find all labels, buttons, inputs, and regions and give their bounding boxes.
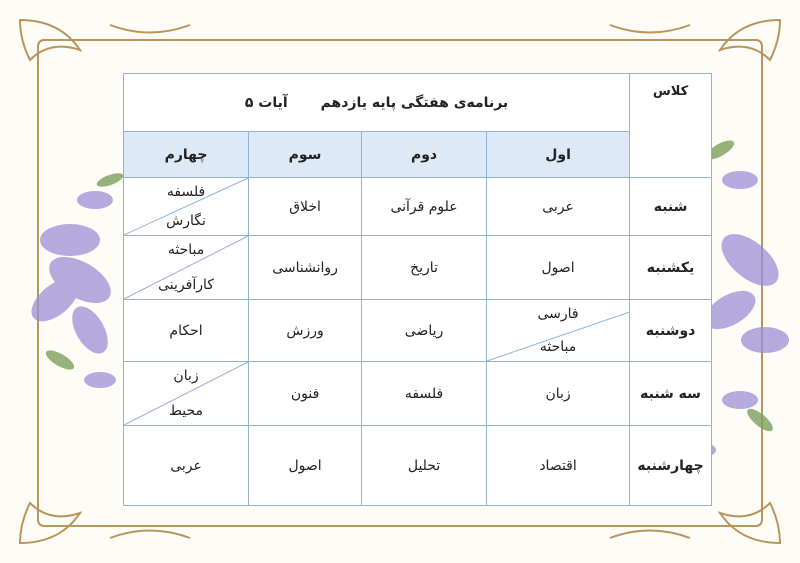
day-label: سه شنبه — [630, 362, 712, 426]
period-header-2: دوم — [362, 132, 487, 178]
schedule-cell: اصول — [487, 236, 630, 300]
schedule-cell: فلسفه — [362, 362, 487, 426]
schedule-cell: عربی — [124, 426, 249, 506]
schedule-cell: روانشناسی — [249, 236, 362, 300]
split-cell-top: فلسفه — [166, 184, 206, 200]
page-title — [124, 74, 630, 132]
table-row — [124, 236, 712, 300]
class-name: آیات ۵ — [244, 94, 288, 111]
weekly-schedule-table — [123, 73, 712, 506]
schedule-cell: اصول — [249, 426, 362, 506]
schedule-cell: عربی — [487, 178, 630, 236]
split-schedule-cell — [487, 300, 630, 362]
schedule-cell: علوم قرآنی — [362, 178, 487, 236]
split-cell-top: زبان — [173, 368, 199, 384]
day-label: چهارشنبه — [630, 426, 712, 506]
schedule-cell: تحلیل — [362, 426, 487, 506]
schedule-cell: زبان — [487, 362, 630, 426]
corner-label: کلاس — [630, 74, 712, 178]
table-row — [124, 178, 712, 236]
period-header-4: چهارم — [124, 132, 249, 178]
split-schedule-cell — [124, 362, 249, 426]
split-cell-top: فارسی — [537, 306, 579, 322]
schedule-cell: ریاضی — [362, 300, 487, 362]
schedule-title: برنامه‌ی هفتگی پایه یازدهم — [320, 94, 509, 111]
schedule-cell: احکام — [124, 300, 249, 362]
day-label: یکشنبه — [630, 236, 712, 300]
split-cell-bottom: نگارش — [166, 213, 206, 229]
schedule-cell: ورزش — [249, 300, 362, 362]
period-header-3: سوم — [249, 132, 362, 178]
table-row — [124, 300, 712, 362]
schedule-cell: فنون — [249, 362, 362, 426]
split-cell-top: مباحثه — [167, 242, 205, 258]
day-label: دوشنبه — [630, 300, 712, 362]
table-row — [124, 362, 712, 426]
schedule-cell: اقتصاد — [487, 426, 630, 506]
day-label: شنبه — [630, 178, 712, 236]
schedule-cell: اخلاق — [249, 178, 362, 236]
split-schedule-cell — [124, 236, 249, 300]
split-cell-bottom: کارآفرینی — [158, 277, 214, 293]
split-cell-bottom: محیط — [168, 403, 204, 419]
split-cell-bottom: مباحثه — [539, 339, 577, 355]
period-header-1: اول — [487, 132, 630, 178]
schedule-cell: تاریخ — [362, 236, 487, 300]
split-schedule-cell — [124, 178, 249, 236]
table-row — [124, 426, 712, 506]
